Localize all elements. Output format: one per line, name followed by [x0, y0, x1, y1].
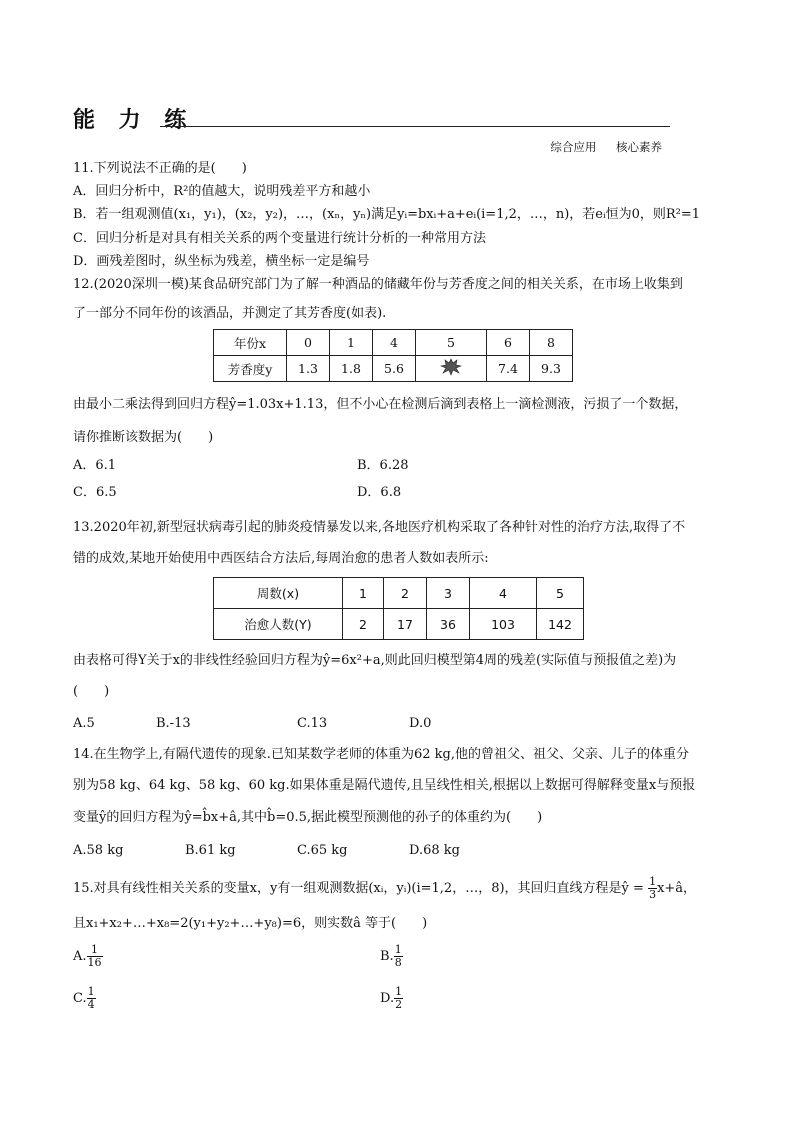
q12-data-table	[213, 329, 573, 382]
q15-stem-line2: 且x₁+x₂+…+x₈=2(y₁+y₂+…+y₈)=6，则实数â 等于( )	[73, 916, 428, 931]
table-cell: 1.3	[287, 356, 330, 382]
fraction-denominator: 8	[394, 956, 402, 969]
q15-stem-tail: x+â，	[657, 881, 697, 896]
q11-option-d: D．画残差图时，纵坐标为残差，横坐标一定是编号	[73, 254, 370, 269]
table-row	[214, 609, 584, 640]
table-cell: 2	[384, 578, 427, 609]
table-cell: 芳香度y	[214, 356, 287, 382]
fraction-numerator: 1	[87, 944, 103, 957]
title-rule	[160, 126, 670, 127]
fraction-denominator: 16	[87, 956, 102, 969]
table-cell: 9.3	[530, 356, 573, 382]
table-cell: 1	[330, 330, 373, 356]
q12-option-d: D．6.8	[357, 485, 402, 500]
q13-stem-line1: 13.2020年初,新型冠状病毒引起的肺炎疫情暴发以来,各地医疗机构采取了各种针对性的治疗方法,取得了不	[73, 520, 686, 535]
table-cell: 8	[530, 330, 573, 356]
table-cell: 4	[470, 578, 537, 609]
table-cell: 周数(x)	[214, 578, 343, 609]
q13-option-b: B.-13	[156, 716, 191, 731]
q12-stem-line1: 12.(2020深圳一模)某食品研究部门为了解一种酒品的储藏年份与芳香度之间的相关关系，在市场上收集到	[73, 277, 683, 292]
table-cell: 7.4	[487, 356, 530, 382]
q14-stem-line3: 变量ŷ的回归方程为ŷ=b̂x+â,其中b̂=0.5,据此模型预测他的孙子的体重约为( )	[73, 810, 543, 825]
table-cell: 142	[537, 609, 584, 640]
subheading-comprehensive: 综合应用	[550, 140, 597, 154]
table-cell: 1	[343, 578, 384, 609]
fraction-numerator: 1	[87, 985, 95, 998]
table-cell: 1.8	[330, 356, 373, 382]
fraction-denominator: 4	[87, 998, 95, 1011]
q15-stem-text: 15.对具有线性相关关系的变量x，y有一组观测数据(xᵢ，yᵢ)(i=1,2，…，8)，其回归直线方程是ŷ =	[73, 881, 644, 896]
table-cell: 36	[427, 609, 470, 640]
q13-option-c: C.13	[297, 716, 328, 731]
table-cell: 3	[427, 578, 470, 609]
fraction-numerator: 1	[395, 985, 403, 998]
q12-option-a: A．6.1	[73, 458, 117, 473]
q11-stem: 11.下列说法不正确的是( )	[73, 161, 247, 176]
q14-option-a: A.58 kg	[73, 843, 124, 858]
q15-option-b	[380, 944, 403, 969]
table-cell: 0	[287, 330, 330, 356]
table-cell: 年份x	[214, 330, 287, 356]
q15-option-c	[73, 986, 96, 1011]
q11-option-b: B．若一组观测值(x₁，y₁)，(x₂，y₂)，…，(xₙ，yₙ)满足yᵢ=bxᵢ+a+eᵢ(i=1,2，…，n)，若eᵢ恒为0，则R²=1	[73, 207, 701, 222]
ink-stain-icon	[440, 358, 462, 376]
q13-option-d: D.0	[409, 716, 432, 731]
fraction-denominator: 2	[395, 998, 403, 1011]
section-subheading	[534, 139, 662, 155]
ink-stain-cell	[416, 356, 487, 382]
table-cell: 5.6	[373, 356, 416, 382]
table-cell: 103	[470, 609, 537, 640]
q15-option-a	[73, 944, 103, 969]
q13-stem-line4: ( )	[73, 684, 110, 699]
q12-stem-line4: 请你推断该数据为( )	[73, 430, 214, 445]
q14-option-b: B.61 kg	[185, 843, 236, 858]
option-label: A.	[73, 949, 87, 964]
q12-option-b: B．6.28	[357, 458, 409, 473]
table-cell: 6	[487, 330, 530, 356]
option-label: C.	[73, 991, 87, 1006]
q12-option-c: C．6.5	[73, 485, 117, 500]
table-row	[214, 356, 573, 382]
table-row	[214, 578, 584, 609]
table-cell: 5	[416, 330, 487, 356]
option-label: B.	[380, 949, 394, 964]
fraction-denominator: 3	[649, 888, 657, 901]
q13-stem-line2: 错的成效,某地开始使用中西医结合方法后,每周治愈的患者人数如表所示:	[73, 551, 489, 566]
q11-option-c: C．回归分析是对具有相关关系的两个变量进行统计分析的一种常用方法	[73, 231, 486, 246]
q15-slope-fraction	[648, 876, 657, 901]
table-cell: 治愈人数(Y)	[214, 609, 343, 640]
q14-stem-line1: 14.在生物学上,有隔代遗传的现象.已知某数学老师的体重为62 kg,他的曾祖父、祖父、父亲、儿子的体重分	[73, 747, 689, 762]
q14-option-d: D.68 kg	[409, 843, 460, 858]
subheading-literacy: 核心素养	[616, 140, 662, 154]
option-fraction	[87, 986, 96, 1011]
fraction-numerator: 1	[394, 943, 402, 956]
option-fraction	[394, 944, 403, 969]
q15-option-d	[380, 986, 403, 1011]
q11-option-a: A．回归分析中，R²的值越大，说明残差平方和越小	[73, 184, 371, 199]
q14-stem-line2: 别为58 kg、64 kg、58 kg、60 kg.如果体重是隔代遗传,且呈线性相关,根据以上数据可得解释变量x与预报	[73, 778, 696, 793]
fraction-numerator: 1	[649, 875, 657, 888]
option-label: D.	[380, 991, 395, 1006]
q13-option-a: A.5	[73, 716, 95, 731]
q12-stem-line2: 了一部分不同年份的该酒品，并测定了其芳香度(如表).	[73, 306, 387, 321]
table-cell: 2	[343, 609, 384, 640]
q15-stem-line1	[73, 876, 696, 901]
q12-stem-line3: 由最小二乘法得到回归方程ŷ=1.03x+1.13，但不小心在检测后滴到表格上一滴检测液，污损了一个数据，	[73, 397, 688, 412]
table-row	[214, 330, 573, 356]
table-cell: 17	[384, 609, 427, 640]
q13-stem-line3: 由表格可得Y关于x的非线性经验回归方程为ŷ=6x²+a,则此回归模型第4周的残差(实际值与预报值之差)为	[73, 653, 677, 668]
option-fraction	[394, 986, 403, 1011]
option-fraction	[87, 944, 103, 969]
q14-option-c: C.65 kg	[297, 843, 348, 858]
section-title: 能 力 练	[73, 108, 195, 133]
table-cell: 4	[373, 330, 416, 356]
q13-data-table	[213, 577, 584, 640]
table-cell: 5	[537, 578, 584, 609]
